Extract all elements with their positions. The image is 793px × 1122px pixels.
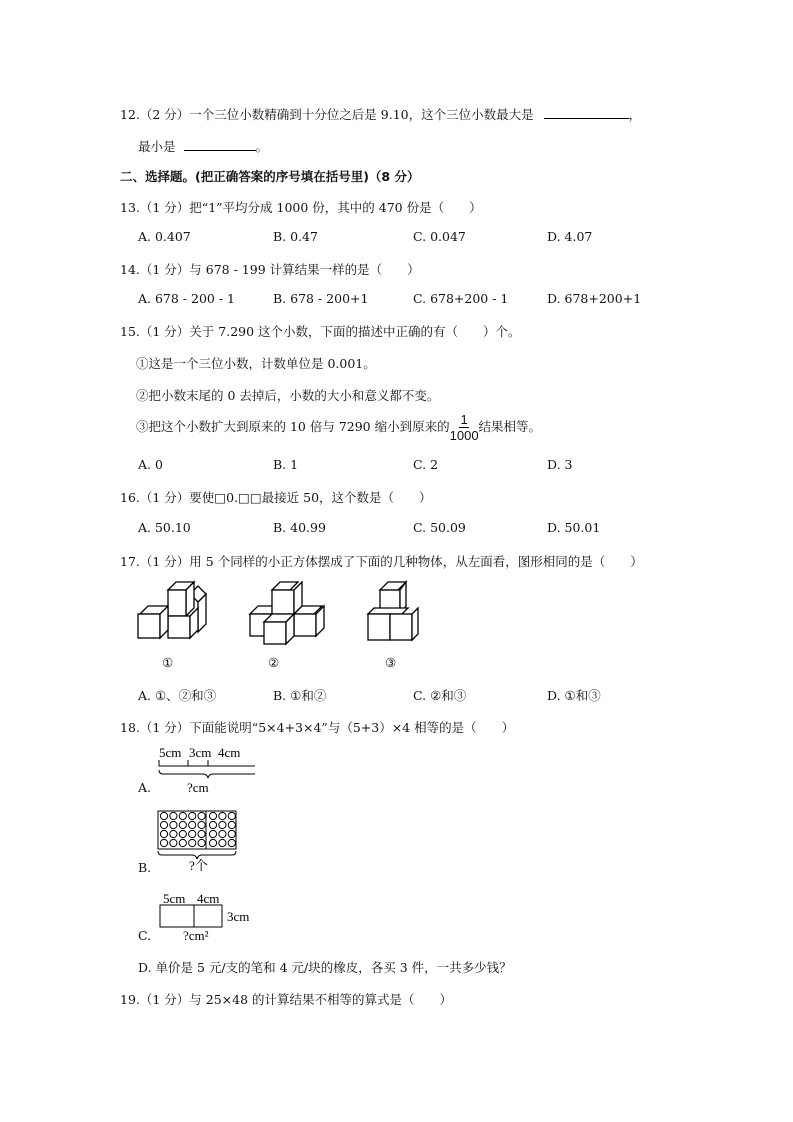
height-3cm: 3cm: [227, 909, 250, 924]
length-5cm: 5cm: [159, 745, 182, 760]
statement-3-text: ③把这个小数扩大到原来的 10 倍与 7290 缩小到原来的: [136, 419, 450, 434]
cube-figure-1: [138, 582, 206, 638]
fraction: [450, 412, 479, 443]
option-c[interactable]: C. 2: [413, 457, 439, 472]
min-label: 最小是: [138, 139, 176, 154]
cube-figure-3: [368, 582, 418, 640]
statement-3: [136, 412, 541, 443]
dot: [219, 830, 226, 837]
rectangle: [160, 905, 222, 927]
option-b[interactable]: B. ①和②: [273, 688, 327, 703]
option-d[interactable]: D. 单价是 5 元/支的笔和 4 元/块的橡皮，各买 3 件，一共多少钱？: [138, 960, 512, 975]
question-14-text: 14.（1 分）与 678 - 199 计算结果一样的是（ ）: [120, 262, 420, 277]
total-count: ?个: [189, 858, 208, 872]
brace: [159, 770, 255, 778]
dot: [179, 821, 186, 828]
dot: [219, 812, 226, 819]
question-12-line2: [138, 137, 268, 155]
rectangle-diagram: [155, 890, 265, 946]
option-c[interactable]: C. 50.09: [413, 520, 466, 535]
total-length: ?cm: [187, 780, 209, 795]
option-d[interactable]: D. 4.07: [547, 229, 593, 244]
dot: [189, 821, 196, 828]
dot: [228, 821, 235, 828]
dot: [179, 830, 186, 837]
denominator: 1000: [449, 428, 479, 443]
option-c[interactable]: C. 0.047: [413, 229, 466, 244]
dot: [179, 839, 186, 846]
option-b[interactable]: B. 0.47: [273, 229, 318, 244]
option-a[interactable]: A. 678 - 200 - 1: [138, 291, 235, 306]
option-d[interactable]: D. ①和③: [547, 688, 601, 703]
question-13-text: 13.（1 分）把“1”平均分成 1000 份，其中的 470 份是（ ）: [120, 200, 482, 215]
dot: [228, 812, 235, 819]
question-17-text: 17.（1 分）用 5 个同样的小正方体摆成了下面的几种物体，从左面看，图形相同的是（ ）: [120, 554, 643, 569]
dot: [160, 830, 167, 837]
dot: [179, 812, 186, 819]
answer-blank-min[interactable]: [184, 150, 256, 151]
cube-figures: [130, 580, 450, 650]
dot-array-diagram: [157, 810, 247, 872]
numerator: 1: [460, 412, 468, 427]
option-a[interactable]: A. 0.407: [138, 229, 191, 244]
figure-label-2: ②: [268, 655, 280, 670]
option-d[interactable]: D. 678+200+1: [547, 291, 642, 306]
dot: [160, 839, 167, 846]
length-4cm: 4cm: [218, 745, 241, 760]
dot: [170, 830, 177, 837]
dot: [219, 839, 226, 846]
dot: [189, 830, 196, 837]
comma: ，: [628, 107, 642, 122]
dot: [160, 812, 167, 819]
dot: [198, 821, 205, 828]
width-4cm: 4cm: [197, 891, 220, 906]
option-a[interactable]: A. ①、②和③: [138, 688, 217, 703]
option-c[interactable]: C. ②和③: [413, 688, 467, 703]
figure-label-1: ①: [162, 655, 174, 670]
dot: [198, 812, 205, 819]
question-16-text: 16.（1 分）要使□0.□□最接近 50，这个数是（ ）: [120, 490, 432, 505]
dot: [228, 839, 235, 846]
option-c-label[interactable]: C.: [138, 928, 152, 943]
dot: [209, 812, 216, 819]
question-15-text: 15.（1 分）关于 7.290 这个小数，下面的描述中正确的有（ ）个。: [120, 324, 521, 339]
option-d[interactable]: D. 3: [547, 457, 573, 472]
question-12-text: 12.（2 分）一个三位小数精确到十分位之后是 9.10，这个三位小数最大是: [120, 107, 534, 122]
length-3cm: 3cm: [189, 745, 212, 760]
figure-label-3: ③: [385, 655, 397, 670]
dot: [170, 839, 177, 846]
question-19-text: 19.（1 分）与 25×48 的计算结果不相等的算式是（ ）: [120, 992, 453, 1007]
section-2-title: 二、选择题。(把正确答案的序号填在括号里)（8 分）: [120, 169, 420, 184]
option-b-label[interactable]: B.: [138, 860, 152, 875]
option-a[interactable]: A. 0: [138, 457, 163, 472]
total-area: ?cm²: [183, 928, 209, 943]
option-c[interactable]: C. 678+200 - 1: [413, 291, 509, 306]
option-b[interactable]: B. 40.99: [273, 520, 326, 535]
dot: [160, 821, 167, 828]
dot: [170, 812, 177, 819]
answer-blank-max[interactable]: [544, 118, 629, 119]
option-a[interactable]: A. 50.10: [138, 520, 191, 535]
dot: [209, 839, 216, 846]
option-a-label[interactable]: A.: [138, 780, 152, 795]
statement-2: ②把小数末尾的 0 去掉后，小数的大小和意义都不变。: [136, 388, 440, 403]
period: 。: [255, 139, 269, 154]
segment-diagram: [155, 744, 255, 796]
segment-line: [159, 760, 255, 766]
cube-figure-2: [250, 582, 324, 644]
statement-3-end: 结果相等。: [478, 419, 542, 434]
dot: [198, 839, 205, 846]
dot: [198, 830, 205, 837]
statement-1: ①这是一个三位小数，计数单位是 0.001。: [136, 356, 376, 371]
question-18-text: 18.（1 分）下面能说明“5×4+3×4”与（5+3）×4 相等的是（ ）: [120, 720, 515, 735]
width-5cm: 5cm: [163, 891, 186, 906]
dot: [209, 821, 216, 828]
option-d[interactable]: D. 50.01: [547, 520, 601, 535]
option-b[interactable]: B. 1: [273, 457, 299, 472]
dot: [219, 821, 226, 828]
question-12: [120, 105, 641, 123]
dot: [228, 830, 235, 837]
dot: [189, 839, 196, 846]
dot: [170, 821, 177, 828]
option-b[interactable]: B. 678 - 200+1: [273, 291, 369, 306]
dot: [209, 830, 216, 837]
dot: [189, 812, 196, 819]
